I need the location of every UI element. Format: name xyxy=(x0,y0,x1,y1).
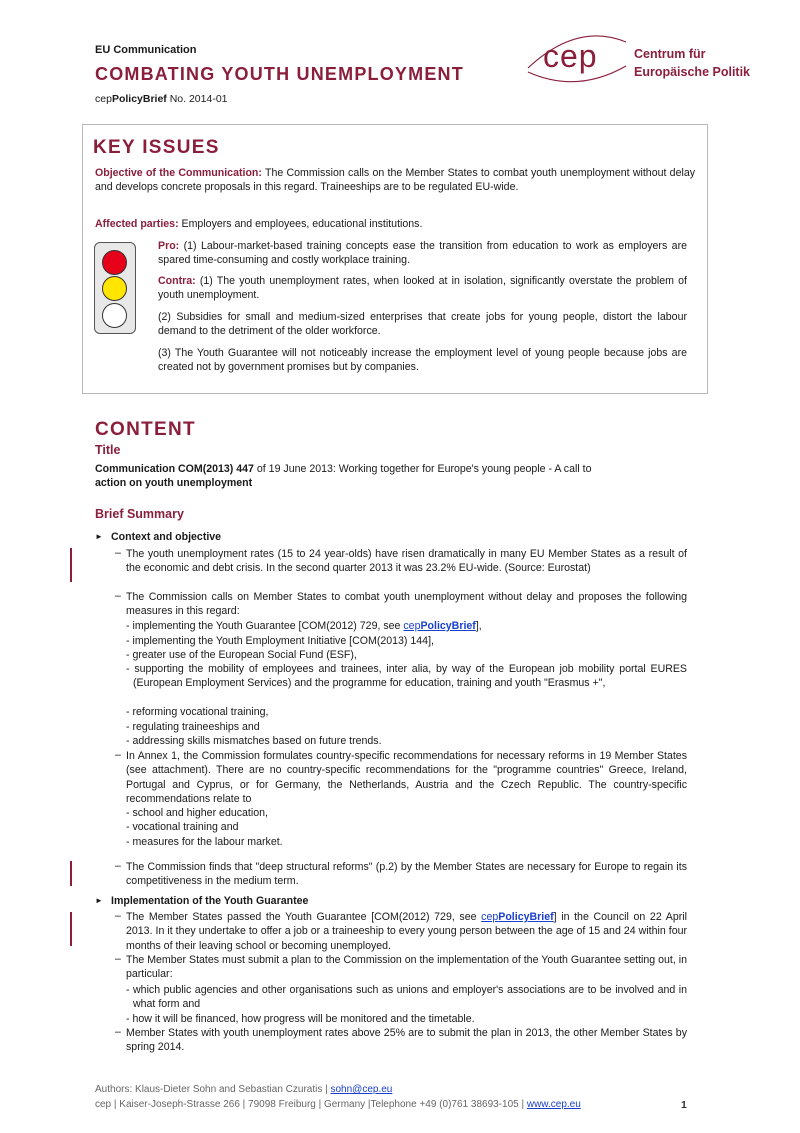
contra-point-3: (3) The Youth Guarantee will not noticeably increase the employment level of young people because jobs are created not by government promises but by companies. xyxy=(158,347,687,374)
pro-paragraph: Pro: (1) Labour-market-based training concepts ease the transition from education to work as employers are spared time-consuming and costly workplace training. xyxy=(158,240,687,267)
key-issues-title: KEY ISSUES xyxy=(93,137,220,158)
dash-bullet-icon: – xyxy=(115,953,121,965)
dash-bullet-icon: – xyxy=(115,1026,121,1038)
cep-logo: cep xyxy=(543,38,598,74)
plan-item: - how it will be financed, how progress will be monitored and the timetable. xyxy=(126,1013,475,1025)
dash-bullet-icon: – xyxy=(115,910,121,922)
page-number: 1 xyxy=(681,1099,687,1111)
context-heading: ► Context and objective xyxy=(95,531,222,543)
measure-item: - addressing skills mismatches based on future trends. xyxy=(126,735,382,747)
dash-bullet-icon: – xyxy=(115,749,121,761)
measure-item: - reforming vocational training, xyxy=(126,706,269,718)
policy-brief-link[interactable]: cepPolicyBrief xyxy=(403,620,476,632)
title-subheading: Title xyxy=(95,443,121,457)
content-section-title: CONTENT xyxy=(95,419,196,440)
red-light-icon xyxy=(102,250,127,275)
context-point-3: In Annex 1, the Commission formulates country-specific recommendations for necessary reforms in 19 Member States (see attachment). There are no country-specific recommendations for the "programme countries" Greece, Ireland, Portugal and Cyprus, or for Germany, the Netherlands, Austria and the Czech Republic. The country-specific recommendations relate to xyxy=(126,750,687,805)
context-point-1: The youth unemployment rates (15 to 24 year-olds) have risen dramatically in many EU Member States as a result of the economic and debt crisis. In the second quarter 2013 it was 23.2% EU-wide. (Source: Eurostat) xyxy=(126,548,687,575)
triangle-bullet-icon: ► xyxy=(95,896,103,905)
triangle-bullet-icon: ► xyxy=(95,532,103,541)
white-light-icon xyxy=(102,303,127,328)
margin-marker xyxy=(70,548,72,582)
document-title: COMBATING YOUTH UNEMPLOYMENT xyxy=(95,64,464,84)
recommendation-item: - measures for the labour market. xyxy=(126,836,283,848)
margin-marker xyxy=(70,912,72,946)
context-point-2: The Commission calls on Member States to combat youth unemployment without delay and proposes the following measures in this regard: xyxy=(126,591,687,618)
yellow-light-icon xyxy=(102,276,127,301)
measure-item: - regulating traineeships and xyxy=(126,721,260,733)
implementation-point-1: The Member States passed the Youth Guarantee [COM(2012) 729, see cepPolicyBrief] in the Council on 22 April 2013. In it they undertake to offer a job or a traineeship to every young person between the age of 15 and 24 within four months of their leaving school or becoming unemployed. xyxy=(126,911,687,952)
objective-paragraph: Objective of the Communication: The Commission calls on the Member States to combat youth unemployment without delay and develops concrete proposals in this regard. Traineeships are to be regulated EU-wide. xyxy=(95,167,696,194)
author-email-link[interactable]: sohn@cep.eu xyxy=(330,1084,393,1095)
brief-number: cepPolicyBrief No. 2014-01 xyxy=(95,93,228,105)
traffic-light-icon xyxy=(94,242,136,334)
implementation-point-2: The Member States must submit a plan to the Commission on the implementation of the Youth Guarantee setting out, in particular: xyxy=(126,954,687,981)
footer-authors: Authors: Klaus-Dieter Sohn and Sebastian Czuratis | sohn@cep.eu xyxy=(95,1084,393,1095)
recommendation-item: - vocational training and xyxy=(126,821,239,833)
communication-title: Communication COM(2013) 447 of 19 June 2013: Working together for Europe's young people - A call to action on youth unemployment xyxy=(95,463,592,490)
policy-brief-link[interactable]: cepPolicyBrief xyxy=(481,911,554,923)
measure-item: - implementing the Youth Employment Initiative [COM(2013) 144], xyxy=(126,635,434,647)
footer-address: cep | Kaiser-Joseph-Strasse 266 | 79098 Freiburg | Germany |Telephone +49 (0)761 38693-105 | www.cep.eu xyxy=(95,1099,581,1110)
document-kicker: EU Communication xyxy=(95,44,197,56)
dash-bullet-icon: – xyxy=(115,860,121,872)
organisation-name: Centrum für Europäische Politik xyxy=(634,47,751,79)
dash-bullet-icon: – xyxy=(115,590,121,602)
contra-paragraph: Contra: (1) The youth unemployment rates, when looked at in isolation, significantly overstate the problem of youth unemployment. xyxy=(158,275,687,302)
recommendation-item: - school and higher education, xyxy=(126,807,268,819)
implementation-heading: ► Implementation of the Youth Guarantee xyxy=(95,895,309,907)
context-point-4: The Commission finds that "deep structural reforms" (p.2) by the Member States are necessary for Europe to regain its competitiveness in the medium term. xyxy=(126,861,687,888)
brief-summary-heading: Brief Summary xyxy=(95,507,184,521)
plan-item: - which public agencies and other organisations such as unions and employer's associations are to be involved and in what form and xyxy=(126,984,687,1011)
measure-item: - supporting the mobility of employees and trainees, inter alia, by way of the European job mobility portal EURES (European Employment Services) and the programme for education, training and youth "Erasmus +", xyxy=(126,663,687,690)
affected-parties-paragraph: Affected parties: Employers and employees, educational institutions. xyxy=(95,218,423,230)
dash-bullet-icon: – xyxy=(115,547,121,559)
contra-point-2: (2) Subsidies for small and medium-sized enterprises that create jobs for young people, distort the labour demand to the detriment of the older workforce. xyxy=(158,311,687,338)
measure-item: - implementing the Youth Guarantee [COM(2012) 729, see cepPolicyBrief], xyxy=(126,620,482,632)
website-link[interactable]: www.cep.eu xyxy=(526,1099,581,1110)
margin-marker xyxy=(70,861,72,886)
measure-item: - greater use of the European Social Fund (ESF), xyxy=(126,649,357,661)
implementation-point-3: Member States with youth unemployment rates above 25% are to submit the plan in 2013, the other Member States by spring 2014. xyxy=(126,1027,687,1054)
